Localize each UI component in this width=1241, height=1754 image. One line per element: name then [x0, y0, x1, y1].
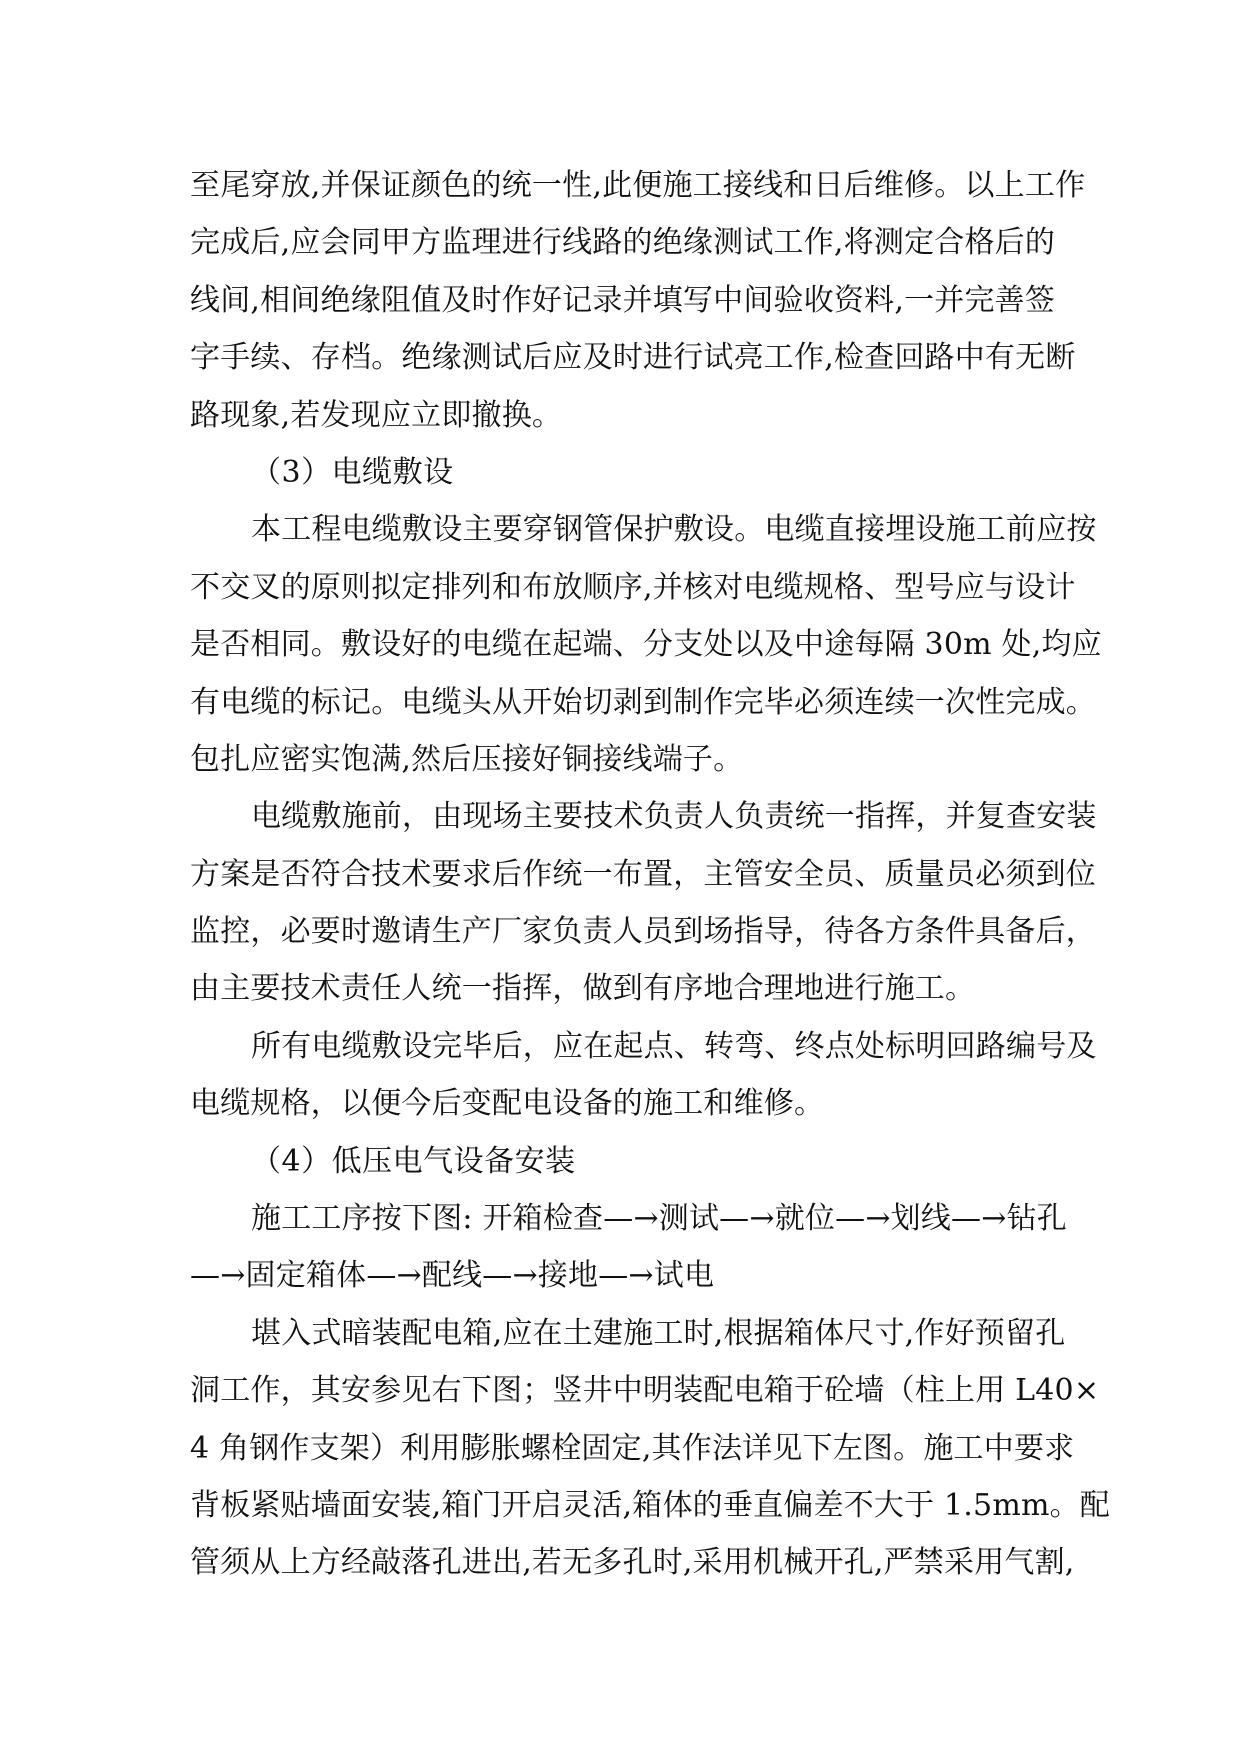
text-line-20: —→固定箱体—→配线—→接地—→试电	[190, 1258, 715, 1294]
text-line-21: 堪入式暗装配电箱,应在土建施工时,根据箱体尺寸,作好预留孔	[251, 1315, 1066, 1351]
text-line-23: 4 角钢作支架）利用膨胀螺栓固定,其作法详见下左图。施工中要求	[190, 1430, 1075, 1466]
text-line-17: 电缆规格，以便今后变配电设备的施工和维修。	[190, 1086, 825, 1122]
text-line-7: 本工程电缆敷设主要穿钢管保护敷设。电缆直接埋设施工前应按	[251, 512, 1097, 548]
text-line-9: 是否相同。敷设好的电缆在起端、分支处以及中途每隔 30m 处,均应	[190, 627, 1102, 663]
text-line-14: 监控，必要时邀请生产厂家负责人员到场指导，待各方条件具备后，	[190, 914, 1096, 950]
text-line-8: 不交叉的原则拟定排列和布放顺序,并核对电缆规格、型号应与设计	[190, 569, 1076, 605]
document-page	[190, 157, 1111, 1592]
text-line-22: 洞工作，其安参见右下图；竖井中明装配电箱于砼墙（柱上用 L40×	[190, 1373, 1100, 1409]
text-line-15: 由主要技术责任人统一指挥，做到有序地合理地进行施工。	[190, 971, 976, 1007]
text-line-3: 线间,相间绝缘阻值及时作好记录并填写中间验收资料,一并完善签	[190, 282, 1056, 318]
text-line-24: 背板紧贴墙面安装,箱门开启灵活,箱体的垂直偏差不大于 1.5mm。配	[190, 1487, 1111, 1523]
text-line-4: 字手续、存档。绝缘测试后应及时进行试亮工作,检查回路中有无断	[190, 340, 1076, 376]
text-line-19: 施工工序按下图: 开箱检查—→测试—→就位—→划线—→钻孔	[251, 1201, 1067, 1237]
text-line-16: 所有电缆敷设完毕后，应在起点、转弯、终点处标明回路编号及	[251, 1028, 1097, 1064]
text-line-11: 包扎应密实饱满,然后压接好铜接线端子。	[190, 741, 744, 777]
text-line-12: 电缆敷施前，由现场主要技术负责人负责统一指挥，并复查安装	[251, 799, 1097, 835]
text-line-13: 方案是否符合技术要求后作统一布置，主管安全员、质量员必须到位	[190, 856, 1096, 892]
section-heading-3: （3）电缆敷设	[251, 454, 454, 490]
section-heading-4: （4）低压电气设备安装	[251, 1143, 576, 1179]
text-line-5: 路现象,若发现应立即撤换。	[190, 397, 563, 433]
text-line-2: 完成后,应会同甲方监理进行线路的绝缘测试工作,将测定合格后的	[190, 225, 1056, 261]
text-line-25: 管须从上方经敲落孔进出,若无多孔时,采用机械开孔,严禁采用气割,	[190, 1545, 1075, 1581]
text-line-10: 有电缆的标记。电缆头从开始切剥到制作完毕必须连续一次性完成。	[190, 684, 1096, 720]
text-line-1: 至尾穿放,并保证颜色的统一性,此便施工接线和日后维修。以上工作	[190, 168, 1086, 203]
